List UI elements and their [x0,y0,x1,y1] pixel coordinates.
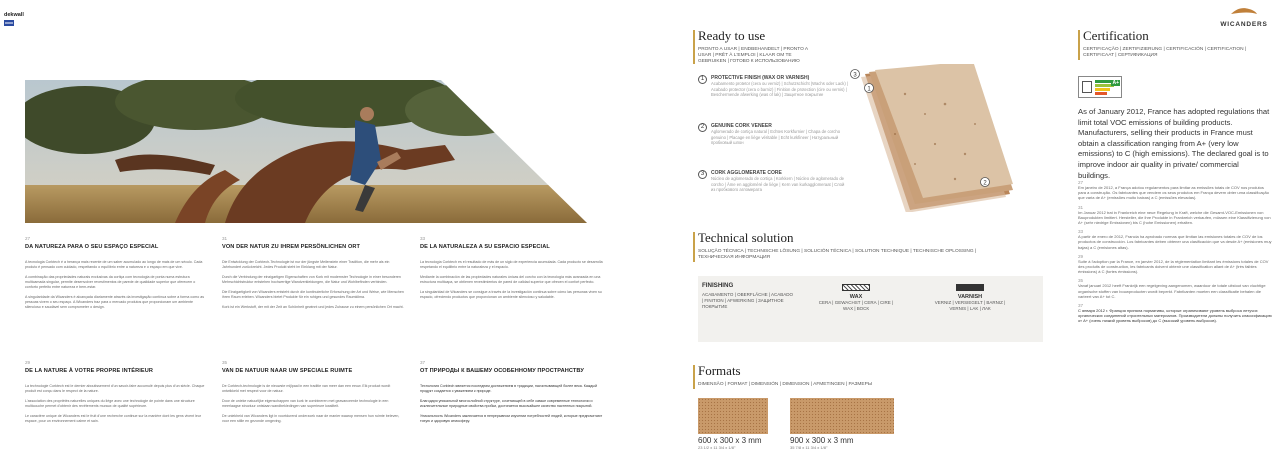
cert-translation-de [1078,205,1272,226]
house-icon [1082,81,1092,93]
layer-number-badge: 2 [698,123,707,132]
accent-bar [693,232,695,262]
accent-bar [693,30,695,64]
cert-translation-es [1078,229,1272,250]
dekwall-logo-text: dekwall [4,12,24,18]
block-paragraph: La tecnología Corktech es el resultado de más de un siglo de experiencia acumulada. Cada producto se desarrolla respetando el equilibrio entre la naturaleza y el espacio. [420,260,603,269]
translation-text: С января 2012 г. Франция приняла нормативы, которые ограничивают уровень выброса летучих органических соединений строительных материалов. Производители должны получить классификацию от A+ (очень низкий уровень выбросов) до C (высокий уровень выбросов). [1078,308,1272,324]
accent-bar [1078,30,1080,60]
ready-title: Ready to use [698,28,766,43]
varnish-swatch-icon [956,284,984,291]
block-title: VON DER NATUR ZU IHREM PERSÖNLICHEN ORT [222,244,361,250]
hero-photo [25,80,587,223]
block-title: DE LA NATURALEZA A SU ESPACIO ESPECIAL [420,244,550,250]
wax-cell [816,284,896,312]
flag-icon [4,20,14,26]
block-paragraph: La technologie Corktech est le dernier aboutissement d'un savoir-faire accumulé depuis plus d'un siècle. Chaque produit est conçu dans le respect de la nature. [25,384,205,393]
layer-name: CORK AGGLOMERATE CORE [711,170,782,176]
block-title: ОТ ПРИРОДЫ К ВАШЕМУ ОСОБЕННОМУ ПРОСТРАНСТВУ [420,368,584,374]
layer-1 [698,75,848,98]
cert-translation-ru [1078,303,1272,324]
cert-title: Certification [1083,28,1149,43]
ready-section [698,28,818,65]
layer-3 [698,170,848,193]
block-paragraph: Die Einzigartigkeit von Wicanders entsteht durch die kontinuierliche Erforschung der Art und Weise, wie Menschen ihren Raum erleben. Wicanders bietet Produkte für ein ruhiges und gesundes Raumklima. [222,290,404,299]
block-number: 33 [420,236,426,241]
finishing-label: FINISHING [702,282,734,289]
dekwall-logo [4,12,24,26]
svg-text:3: 3 [853,72,857,79]
block-paragraph: A combinação das propriedades naturais exclusivas da cortiça com tecnologia de ponta numa estrutura multicamada singular, permite desenvolver revestimentos de parede de qualidade superior que oferecem o conforto perfeito entre natureza e bem-estar. [25,275,196,289]
format-size: 900 x 300 x 3 mm [790,436,854,445]
technical-subtitle: SOLUÇÃO TÉCNICA | TECHNISCHE LÖSUNG | SOLUCIÓN TÉCNICA | SOLUTION TECHNIQUE | TECHNISCHE OPLOSSING | ТЕХНИЧЕСКАЯ ИНФОРМАЦИЯ [698,249,977,260]
cert-section [1083,28,1273,59]
translation-text: Em janeiro de 2012, a França adotou regulamentos para limitar as emissões totais de COV nos produtos para a construção. Os fabricantes que vendem os seus produtos em França devem obter uma classificação que varia de A+ (emissões muito baixas) a C (emissões elevadas). [1078,185,1269,201]
wax-swatch-icon [842,284,870,291]
right-page [640,0,1280,473]
block-paragraph: De uniekheid van Wicanders ligt in voortdurend onderzoek naar de manier waarop mensen hun ruimte beleven, voor een stille en gezonde omgeving. [222,414,400,423]
translation-number: 33 [1078,229,1084,235]
layer-number-badge: 1 [698,75,707,84]
block-paragraph: La singularidad de Wicanders se consigue a través de la investigación continua sobre cómo las personas viven su espacio, ofreciendo productos que proporcionan un ambiente silencioso y saludable. [420,290,602,299]
block-paragraph: A singularidade da Wicanders é alcançada diariamente através da investigação contínua sobre a forma como as pessoas vivem o seu espaço. A Wicanders traz para o mercado produtos que proporcionam um ambiente silencioso e saudável sem comprometer o design. [25,295,204,309]
format-swatch [698,398,768,434]
layer-description: Aglomerado de cortiça natural | Echtes Korkfurnier | Chapa de corcho genuino | Placage en liège véritable | Echt kurkfineer | Натуральный пробковый шпон [711,129,841,146]
block-title: DA NATUREZA PARA O SEU ESPAÇO ESPECIAL [25,244,159,250]
block-paragraph: A tecnologia Corktech é a herança mais recente de um saber acumulado ao longo de mais de um século. Cada produto é pensado com cuidado, respeitando o equilíbrio entre a natureza e o espaço em que vive. [25,260,203,269]
technical-title: Technical solution [698,230,794,245]
translation-number: 27 [1078,180,1084,185]
layer-name: PROTECTIVE FINISH (WAX OR VARNISH) [711,75,810,81]
block-paragraph: L'association des propriétés naturelles uniques du liège avec une technologie de pointe dans une structure multicouche permet d'obtenir des revêtements muraux de qualité supérieure. [25,399,195,408]
layer-2 [698,123,848,146]
format-size: 600 x 300 x 3 mm [698,436,762,445]
text-block-nl [222,360,407,429]
text-block-pt [25,236,205,315]
cert-translation-pt [1078,180,1272,201]
text-block-ru [420,360,605,429]
cork-layers-illustration [845,64,1015,212]
block-paragraph: Kork ist ein Werkstoff, der mit der Zeit an Schönheit gewinnt und jedes Zuhause zu einem persönlichen Ort macht. [222,305,404,309]
cert-translation-nl [1078,278,1272,299]
voc-label-badge [1078,76,1122,98]
text-block-de [222,236,407,315]
block-paragraph: Уникальность Wicanders заключается в непрерывном изучении потребностей людей, которые предпочитают тихую и здоровую атмосферу. [420,414,603,423]
block-number: 35 [222,360,228,365]
format-900 [790,398,894,450]
translation-text: Vanaf januari 2012 heeft Frankrijk een regelgeving aangenomen, waardoor de totale uitstoot van vluchtige organische stoffen van bouwproducten wordt beperkt. Fabrikanten moeten een classificatie behalen die varieert van A+ tot C. [1078,283,1266,299]
finishing-cell [702,282,794,310]
text-block-fr [25,360,205,429]
finishing-table [698,276,1043,342]
cert-body: As of January 2012, France has adopted regulations that limit total VOC emissions of building products. Manufacturers, selling their products in France must obtain a classification ranging from A+ (very low emissions) to C (high emissions). The declared goal is to improve indoor air quality in private/ commercial buildings. [1078,107,1270,180]
layer-number-badge: 3 [698,170,707,179]
block-number: 27 [25,236,31,241]
format-swatch [790,398,894,434]
wicanders-logo-text: WICANDERS [1220,21,1268,28]
format-inch: 23 1/2 x 11 3/4 x 1/8" [698,445,736,450]
formats-subtitle: DIMENSÃO | FORMAT | DIMENSIÓN | DIMENSION | AFMETINGEN | РАЗМЕРЫ [698,382,873,387]
block-paragraph: Благодаря уникальной многослойной структуре, сочетающей в себе самые современные технологии и исключительные природные свойства пробки, достигается высочайшее качество настенных покрытий. [420,399,593,408]
block-title: DE LA NATURE À VOTRE PROPRE INTÉRIEUR [25,368,154,374]
varnish-description: VERNIZ | VERSIEGELT | BARNIZ | VERNIS | LAK | ЛАК [934,300,1006,311]
voc-grade: A+ [1112,80,1119,86]
cork-harvest-image [25,80,587,223]
translation-text: A partir de enero de 2012, Francia ha aprobado normas que limitan las emisiones totales de COV de los productos de construcción. Los fabricantes deben obtener una clasificación que va desde A+ (emisiones muy bajas) a C (emisiones altas). [1078,234,1272,250]
layer-description: Acabamento protetor (cera ou verniz) | Schutzschicht (Wachs oder Lack) | Acabado protector (cera o barniz) | Finition de protection (cire ou vernis) | Beschermende afwerking (was of lak) | Защитное покрытие [711,81,849,98]
translation-number: 35 [1078,278,1084,284]
varnish-cell [930,284,1010,312]
cert-translations [1078,180,1272,324]
block-paragraph: Durch die Verbindung der einzigartigen Eigenschaften von Kork mit modernster Technologie in einer besonderen Mehrschichtstruktur entstehen hochwertige Wandverkleidungen, die Natur und Wohlbefinden verbinden. [222,275,401,284]
block-paragraph: Технология Corktech является последним достижением в традиции, насчитывающей более века. Каждый продукт создается с уважением к природе. [420,384,597,393]
translation-text: Suite à l'adoption par la France, en janvier 2012, de la réglementation limitant les émissions totales de COV des produits de construction, les fabricants doivent obtenir une classification allant de A+ (très faibles émissions) à C (fortes émissions). [1078,258,1269,275]
ready-subtitle: PRONTO A USAR | ENDBEHANDELT | PRONTO A USAR | PRÊT À L'EMPLOI | KLAAR OM TE GEBRUIKEN | ГОТОВО К ИСПОЛЬЗОВАНИЮ [698,47,808,64]
finishing-description: ACABAMENTO | OBERFLÄCHE | ACABADO | FINITION | AFWERKING | ЗАЩИТНОЕ ПОКРЫТИЕ [702,292,794,309]
block-paragraph: Mediante la combinación de las propiedades naturales únicas del corcho con la tecnología más avanzada en una estructura multicapa, se obtienen revestimientos de pared de calidad superior que ofrecen el confort perfecto. [420,275,601,284]
translation-number: 37 [1078,303,1084,309]
block-number: 37 [420,360,426,365]
formats-section [698,363,1008,388]
block-number: 29 [25,360,31,365]
block-number: 31 [222,236,228,241]
translation-number: 31 [1078,204,1084,210]
block-paragraph: Door de unieke natuurlijke eigenschappen van kurk te combineren met geavanceerde technologie in een meerlaagse structuur ontstaan wandbekledingen van superieure kwaliteit. [222,399,389,408]
block-paragraph: De Corktech-technologie is de nieuwste mijlpaal in een traditie van meer dan een eeuw. Elk product wordt ontwikkeld met respect voor de natuur. [222,384,391,393]
wax-label: WAX [849,294,863,300]
layer-description: Núcleo de aglomerado de cortiça | Korkkern | Núcleo de aglomerado de corcho | Âme en aggloméré de liège | Kern van kurkagglomeraat | Слой из пробкового агломерата [711,176,845,193]
oak-leaf-icon [1229,6,1259,16]
wax-description: CERA | GEWACHST | CERA | CIRE | WAX | ВОСК [818,300,894,311]
varnish-label: VARNISH [957,294,983,300]
technical-section [698,230,1008,261]
block-title: VAN DE NATUUR NAAR UW SPECIALE RUIMTE [222,368,353,374]
text-block-es [420,236,605,305]
svg-text:2: 2 [983,180,987,187]
formats-title: Formats [698,363,741,378]
svg-text:1: 1 [867,86,871,93]
cert-subtitle: CERTIFICAÇÃO | ZERTIFIZIERUNG | CERTIFICACIÓN | CERTIFICATION | CERTIFICAAT | СЕРТИФИКАЦИЯ [1083,47,1247,58]
wicanders-logo [1214,3,1274,28]
format-inch: 35 7/8 x 11 3/4 x 1/8" [790,445,828,450]
block-paragraph: Die Entwicklung der Corktech-Technologie ist nur der jüngste Meilenstein einer Tradition, die mehr als ein Jahrhundert zurückreicht. Jedes Produkt steht im Einklang mit der Natur. [222,260,390,269]
format-600 [698,398,768,450]
cert-translation-fr [1078,254,1272,275]
translation-text: Im Januar 2012 trat in Frankreich eine neue Regelung in Kraft, welche die Gesamt-VOC-Emissionen von Bauprodukten limitiert. Hersteller, die ihre Produkte in Frankreich verkaufen, müssen eine Klassifizierung von A+ (sehr niedrige Emissionen) bis C (hohe Emissionen) erhalten. [1078,209,1271,226]
accent-bar [693,365,695,389]
layer-name: GENUINE CORK VENEER [711,123,772,129]
translation-number: 29 [1078,253,1084,259]
block-paragraph: Le caractère unique de Wicanders est le fruit d'une recherche continue sur la manière dont les gens vivent leur espace, pour un environnement calme et sain. [25,414,202,423]
